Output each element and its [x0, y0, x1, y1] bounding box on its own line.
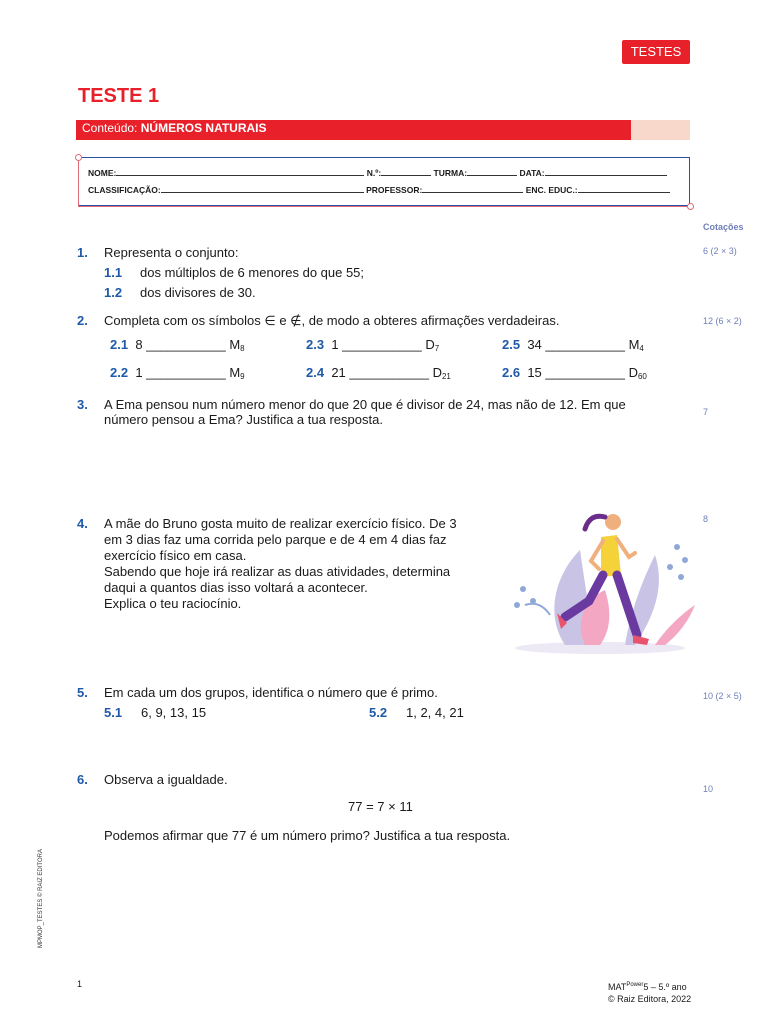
classificacao-field[interactable]: [161, 184, 364, 193]
q2-item-number: 2.5: [502, 337, 521, 352]
page-title: TESTE 1: [78, 85, 160, 107]
professor-label: PROFESSOR:: [366, 185, 423, 195]
q1-2-number: 1.2: [104, 285, 123, 300]
q2-set-index: 60: [637, 372, 647, 381]
q2-blank[interactable]: ___________: [146, 365, 226, 380]
form-row-1: [88, 167, 667, 178]
q2-item-number: 2.2: [110, 365, 129, 380]
side-code: MPMOP_TESTES © RAIZ EDITORA: [38, 849, 44, 948]
q2-item: [110, 365, 245, 385]
copyright: © Raiz Editora, 2022: [608, 994, 692, 1004]
classificacao-label: CLASSIFICAÇÃO:: [88, 185, 161, 195]
q2-blank[interactable]: ___________: [146, 337, 226, 352]
leaf-dot: [682, 557, 688, 563]
q5-1-text: 6, 9, 13, 15: [141, 705, 207, 720]
form-corner-dot: [687, 203, 694, 210]
q2-set-index: 21: [441, 372, 451, 381]
q2-item-number: 2.3: [306, 337, 325, 352]
brand-sup: Power: [626, 982, 644, 988]
question-5-text: Em cada um dos grupos, identifica o número que é primo.: [104, 685, 438, 700]
question-2-text: Completa com os símbolos ∈ e ∉, de modo a obteres afirmações verdadeiras.: [104, 313, 560, 328]
question-4-line: em 3 dias faz uma corrida pelo parque e de 4 em 4 dias faz: [104, 532, 447, 547]
q2-item-value: 1: [331, 337, 339, 352]
q2-set-index: 8: [240, 344, 245, 353]
q2-set: D: [432, 365, 442, 380]
q2-item: [110, 337, 245, 357]
leaf-dot: [667, 564, 673, 570]
cotacao-q1: 6 (2 × 3): [703, 246, 737, 256]
q1-1-text: dos múltiplos de 6 menores do que 55;: [140, 265, 365, 280]
turma-label: TURMA:: [433, 168, 468, 178]
leaf-stem: [525, 604, 550, 615]
question-5-number: 5.: [77, 685, 88, 700]
q2-item: [502, 365, 647, 385]
q2-blank[interactable]: ___________: [342, 337, 422, 352]
q1-2-text: dos divisores de 30.: [140, 285, 256, 300]
question-4-line: exercício físico em casa.: [104, 548, 247, 563]
form-left-border: [78, 157, 79, 206]
q2-item-value: 21: [331, 365, 346, 380]
q2-set: M: [628, 337, 640, 352]
nome-label: NOME:: [88, 168, 117, 178]
q2-set: M: [229, 337, 241, 352]
cotacao-q6: 10: [703, 784, 714, 794]
student-form-box: [78, 157, 690, 206]
q2-blank[interactable]: ___________: [545, 365, 625, 380]
q2-set: D: [628, 365, 638, 380]
question-6-text: Observa a igualdade.: [104, 772, 228, 787]
runner-leg: [617, 575, 637, 635]
question-4-line: Explica o teu raciocínio.: [104, 596, 242, 611]
cotacao-q5: 10 (2 × 5): [703, 691, 742, 701]
q2-set-index: 7: [434, 344, 440, 353]
q2-set: D: [425, 337, 435, 352]
q5-2-number: 5.2: [369, 705, 388, 720]
question-6-number: 6.: [77, 772, 88, 787]
q2-item-value: 1: [135, 365, 143, 380]
form-row-2: [88, 184, 670, 195]
q2-set-index: 4: [639, 344, 644, 353]
question-3-line-2: número pensou a Ema? Justifica a tua resposta.: [104, 412, 383, 427]
q2-item-number: 2.4: [306, 365, 325, 380]
question-3-number: 3.: [77, 397, 88, 412]
q2-item-value: 34: [527, 337, 542, 352]
q1-1-number: 1.1: [104, 265, 123, 280]
numero-label: N.º:: [366, 168, 382, 178]
leaf-shape: [625, 555, 659, 645]
content-bar-tail: [631, 120, 690, 140]
q2-blank[interactable]: ___________: [349, 365, 429, 380]
leaf-dot: [530, 598, 536, 604]
turma-field[interactable]: [467, 167, 517, 176]
cotacao-q4: 8: [703, 514, 709, 524]
page-number: 1: [77, 979, 83, 989]
question-1-text: Representa o conjunto:: [104, 245, 239, 260]
q2-set: M: [229, 365, 241, 380]
footer-brand: [608, 979, 691, 1005]
question-4-line: A mãe do Bruno gosta muito de realizar exercício físico. De 3: [104, 516, 457, 531]
question-1-number: 1.: [77, 245, 88, 260]
content-label: Conteúdo:: [82, 121, 138, 135]
section-badge: TESTES: [622, 40, 690, 64]
question-3-line-1: A Ema pensou num número menor do que 20 que é divisor de 24, mas não de 12. Em que: [104, 397, 626, 412]
q2-item: [502, 337, 644, 357]
q2-blank[interactable]: ___________: [545, 337, 625, 352]
question-4-number: 4.: [77, 516, 88, 531]
cotacao-q2: 12 (6 × 2): [703, 316, 742, 326]
enc-educ-label: ENC. EDUC.:: [525, 185, 578, 195]
professor-field[interactable]: [422, 184, 523, 193]
q2-item-value: 15: [527, 365, 542, 380]
q2-item-value: 8: [135, 337, 143, 352]
leaf-dot: [674, 544, 680, 550]
data-label: DATA:: [519, 168, 545, 178]
data-field[interactable]: [545, 167, 667, 176]
question-2-number: 2.: [77, 313, 88, 328]
q2-item-number: 2.1: [110, 337, 129, 352]
q2-item: [306, 365, 451, 385]
numero-field[interactable]: [381, 167, 431, 176]
brand-grade: 5 – 5.º ano: [643, 982, 687, 992]
brand-name: MAT: [608, 982, 627, 992]
leaf-dot: [678, 574, 684, 580]
runner-hair: [585, 516, 605, 529]
q5-1-number: 5.1: [104, 705, 123, 720]
question-6-equation: 77 = 7 × 11: [348, 799, 413, 814]
question-4-line: daqui a quantos dias isso voltará a acontecer.: [104, 580, 368, 595]
cotacao-q3: 7: [703, 407, 709, 417]
runner-arm: [617, 539, 635, 557]
leaf-dot: [514, 602, 520, 608]
q2-item-number: 2.6: [502, 365, 521, 380]
q2-set-index: 9: [240, 372, 245, 381]
form-corner-dot: [75, 154, 82, 161]
cotacoes-title: Cotações: [703, 222, 744, 232]
q2-item: [306, 337, 439, 357]
content-value: NÚMEROS NATURAIS: [140, 121, 267, 135]
question-4-line: Sabendo que hoje irá realizar as duas atividades, determina: [104, 564, 451, 579]
form-bottom-border: [78, 206, 690, 207]
nome-field[interactable]: [116, 167, 364, 176]
enc-educ-field[interactable]: [578, 184, 670, 193]
question-4-text: [104, 516, 504, 612]
leaf-dot: [520, 586, 526, 592]
q5-2-text: 1, 2, 4, 21: [406, 705, 464, 720]
question-6-question: Podemos afirmar que 77 é um número primo? Justifica a tua resposta.: [104, 828, 511, 843]
leaf-shape: [655, 605, 695, 645]
content-bar: [76, 120, 631, 140]
runner-illustration: [505, 505, 700, 660]
